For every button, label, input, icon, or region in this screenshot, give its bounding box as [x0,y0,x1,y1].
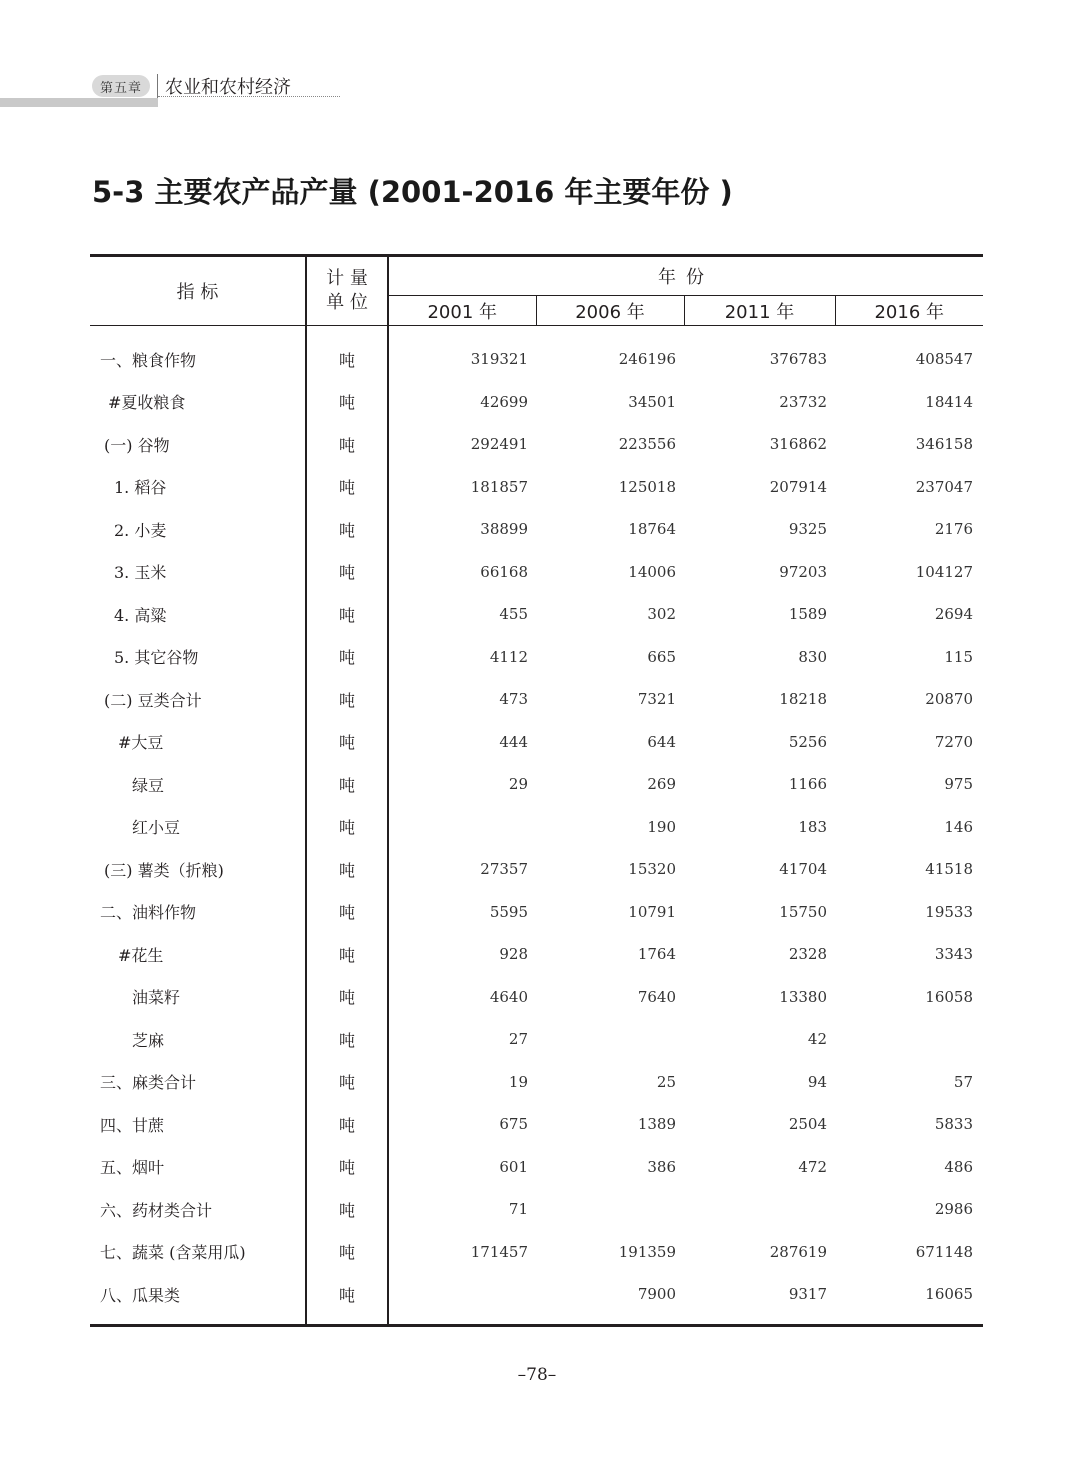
table-row [90,806,983,849]
row-unit: 吨 [306,508,388,551]
table-row [90,1103,983,1146]
row-value: 1764 [637,945,676,964]
row-value: 4112 [489,647,528,666]
row-indicator: 二、油料作物 [100,903,197,923]
row-unit: 吨 [306,848,388,891]
row-unit: 吨 [306,1018,388,1061]
row-indicator: 七、蔬菜 (含菜用瓜) [100,1243,246,1263]
row-value: 15750 [779,902,827,921]
year-group-header: 年份 [388,256,983,296]
row-value [684,1188,835,1231]
row-value: 665 [647,647,676,666]
row-indicator: (二) 豆类合计 [104,690,202,710]
row-value: 42 [807,1030,827,1049]
row-value: 207914 [769,477,827,496]
unit-header [306,256,388,326]
row-value: 444 [499,732,528,751]
table-row [90,508,983,551]
row-unit: 吨 [306,466,388,509]
row-value: 316862 [769,435,827,454]
row-indicator: 八、瓜果类 [100,1285,181,1305]
table-row [90,423,983,466]
row-value: 29 [508,775,528,794]
table-row [90,933,983,976]
row-value: 66168 [480,562,528,581]
row-unit: 吨 [306,423,388,466]
table-row [90,976,983,1019]
row-unit: 吨 [306,1273,388,1325]
row-value: 408547 [915,350,973,369]
row-indicator: 芝麻 [132,1030,165,1050]
row-value [388,806,536,849]
row-value: 601 [499,1157,528,1176]
year-header-2011: 2011 年 [684,296,835,326]
row-unit: 吨 [306,763,388,806]
row-value: 15320 [628,860,676,879]
row-value: 181857 [470,477,528,496]
table-row [90,1146,983,1189]
row-indicator: (一) 谷物 [104,435,170,455]
row-value: 94 [807,1072,827,1091]
row-unit: 吨 [306,326,388,381]
row-indicator: 三、麻类合计 [100,1073,197,1093]
table-body [90,326,983,1326]
row-value: 14006 [628,562,676,581]
year-header-2001: 2001 年 [388,296,536,326]
row-value: 23732 [779,392,827,411]
row-value: 10791 [628,902,676,921]
row-unit: 吨 [306,1103,388,1146]
row-value: 115 [944,647,973,666]
row-value: 18764 [628,520,676,539]
row-value: 7640 [637,987,676,1006]
row-indicator: #大豆 [118,733,164,753]
row-unit: 吨 [306,806,388,849]
row-value: 146 [944,817,973,836]
row-indicator: (三) 薯类（折粮) [104,860,224,880]
row-value: 2328 [788,945,827,964]
row-value: 1389 [637,1115,676,1134]
row-value: 302 [647,605,676,624]
row-value: 5595 [489,902,528,921]
row-value: 9317 [788,1285,827,1304]
row-value: 472 [798,1157,827,1176]
row-value: 1166 [788,775,827,794]
row-unit: 吨 [306,933,388,976]
year-header-2006: 2006 年 [536,296,684,326]
row-value: 19 [508,1072,528,1091]
table-row [90,1188,983,1231]
row-value: 104127 [915,562,973,581]
header-gray-bar [0,98,158,107]
page-number: –78– [517,1365,557,1385]
row-unit: 吨 [306,636,388,679]
chapter-badge: 第五章 [92,75,150,97]
production-table [90,254,983,1327]
row-unit: 吨 [306,678,388,721]
table-row [90,466,983,509]
row-unit: 吨 [306,381,388,424]
row-value: 319321 [470,350,528,369]
row-value: 3343 [934,945,973,964]
row-value: 830 [798,647,827,666]
row-indicator: 4. 高粱 [114,605,167,625]
row-value: 1589 [788,605,827,624]
row-unit: 吨 [306,551,388,594]
row-unit: 吨 [306,1188,388,1231]
row-value: 13380 [779,987,827,1006]
table-row [90,721,983,764]
row-value: 223556 [618,435,676,454]
table-row [90,848,983,891]
row-value: 292491 [470,435,528,454]
row-value: 486 [944,1157,973,1176]
row-value: 346158 [915,435,973,454]
row-value: 287619 [769,1242,827,1261]
row-indicator: 一、粮食作物 [100,350,197,370]
row-value: 16058 [925,987,973,1006]
row-indicator: 5. 其它谷物 [114,648,199,668]
row-value: 237047 [915,477,973,496]
row-value: 42699 [480,392,528,411]
row-indicator: #花生 [118,945,164,965]
row-value: 473 [499,690,528,709]
row-value [536,1018,684,1061]
table-row [90,326,983,381]
table-row [90,381,983,424]
row-value: 7270 [934,732,973,751]
row-value: 975 [944,775,973,794]
row-value: 455 [499,605,528,624]
row-value: 9325 [788,520,827,539]
row-value: 97203 [779,562,827,581]
row-indicator: 红小豆 [132,818,181,838]
table-row [90,678,983,721]
row-value: 675 [499,1115,528,1134]
table-row [90,636,983,679]
table-row [90,1061,983,1104]
row-value: 269 [647,775,676,794]
row-value: 928 [499,945,528,964]
row-indicator: 3. 玉米 [114,563,167,583]
unit-header-line1: 计 量 [326,268,368,289]
table-row [90,763,983,806]
row-unit: 吨 [306,1231,388,1274]
row-value: 183 [798,817,827,836]
row-indicator: 五、烟叶 [100,1158,165,1178]
row-unit: 吨 [306,891,388,934]
row-value: 27 [508,1030,528,1049]
row-value [536,1188,684,1231]
row-value: 16065 [925,1285,973,1304]
row-value: 71 [508,1200,528,1219]
row-indicator: 油菜籽 [132,988,181,1008]
row-value: 171457 [470,1242,528,1261]
row-unit: 吨 [306,1146,388,1189]
table-row [90,593,983,636]
header-dotted-rule [158,96,340,97]
row-value: 38899 [480,520,528,539]
table-row [90,1273,983,1325]
row-indicator: 1. 稻谷 [114,478,167,498]
row-value: 57 [953,1072,973,1091]
row-value: 644 [647,732,676,751]
table-row [90,1018,983,1061]
row-value: 18414 [925,392,973,411]
row-value: 7321 [637,690,676,709]
indicator-header: 指 标 [90,256,306,326]
year-header-2016: 2016 年 [835,296,983,326]
row-value: 27357 [480,860,528,879]
row-value: 2504 [788,1115,827,1134]
row-value: 2986 [934,1200,973,1219]
table-row [90,551,983,594]
row-value: 41704 [779,860,827,879]
row-indicator: 2. 小麦 [114,520,167,540]
row-unit: 吨 [306,593,388,636]
row-value: 4640 [489,987,528,1006]
row-indicator: 六、药材类合计 [100,1200,213,1220]
row-value: 191359 [618,1242,676,1261]
row-value: 41518 [925,860,973,879]
unit-header-line2: 单 位 [326,292,368,313]
row-value [388,1273,536,1325]
row-value: 125018 [618,477,676,496]
row-value: 671148 [915,1242,973,1261]
row-indicator: 绿豆 [132,775,165,795]
table-row [90,891,983,934]
row-value: 246196 [618,350,676,369]
row-unit: 吨 [306,976,388,1019]
row-indicator: 四、甘蔗 [100,1115,165,1135]
row-unit: 吨 [306,721,388,764]
row-value [835,1018,983,1061]
header-separator [157,74,158,98]
row-value: 386 [647,1157,676,1176]
row-value: 19533 [925,902,973,921]
row-indicator: #夏收粮食 [108,393,186,413]
row-value: 7900 [637,1285,676,1304]
row-value: 34501 [628,392,676,411]
row-value: 5256 [788,732,827,751]
row-value: 190 [647,817,676,836]
table-header [90,256,983,326]
row-unit: 吨 [306,1061,388,1104]
chapter-title: 农业和农村经济 [165,77,291,98]
page-title: 5-3 主要农产品产量 (2001-2016 年主要年份 ) [92,175,733,209]
row-value: 18218 [779,690,827,709]
row-value: 20870 [925,690,973,709]
row-value: 5833 [934,1115,973,1134]
row-value: 2176 [934,520,973,539]
row-value: 376783 [769,350,827,369]
table-row [90,1231,983,1274]
row-value: 2694 [934,605,973,624]
row-value: 25 [656,1072,676,1091]
